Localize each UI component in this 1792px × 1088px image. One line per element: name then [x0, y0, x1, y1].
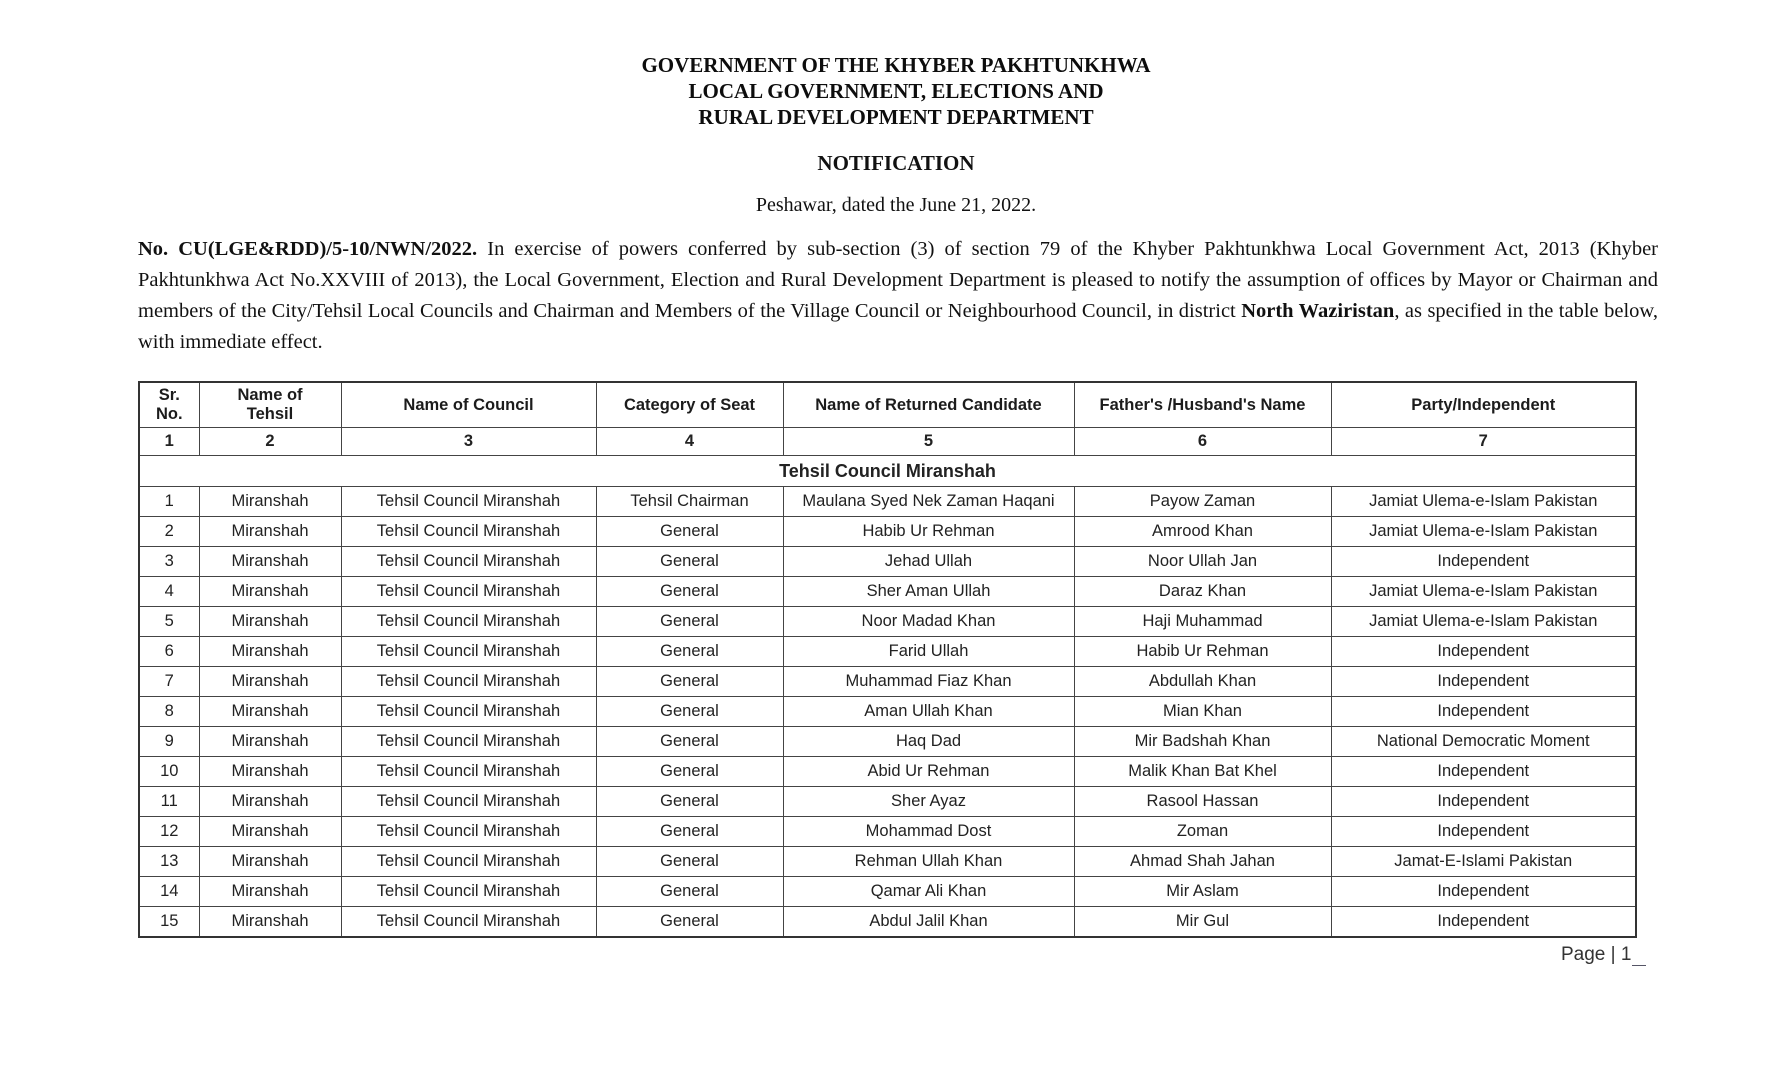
table-row: [139, 607, 1636, 637]
cell-candidate: Haq Dad: [783, 727, 1074, 757]
column-number: 7: [1331, 428, 1636, 456]
cell-sr: 4: [139, 577, 199, 607]
cell-sr: 13: [139, 847, 199, 877]
cell-category: General: [596, 757, 783, 787]
cell-tehsil: Miranshah: [199, 877, 341, 907]
cell-category: General: [596, 697, 783, 727]
cell-father: Haji Muhammad: [1074, 607, 1331, 637]
cell-council: Tehsil Council Miranshah: [341, 757, 596, 787]
cell-council: Tehsil Council Miranshah: [341, 697, 596, 727]
cell-category: General: [596, 877, 783, 907]
body-text-part1: In exercise of powers conferred by sub-section (3) of section 79 of the Khyber Pakhtunkhwa Local Government Act, 2013 (Khyber Pakhtunkhwa Act No.XXVIII of 2013), the Local Government, Election and Rural Development Department is pleased to notify the assumption of offices by Mayor or Chairman and members of the City/Tehsil Local Councils and Chairman and Members of the Village Council or Neighbourhood Council, in district: [138, 238, 1659, 322]
cell-council: Tehsil Council Miranshah: [341, 787, 596, 817]
cell-candidate: Mohammad Dost: [783, 817, 1074, 847]
cell-party: Independent: [1331, 757, 1636, 787]
cell-candidate: Rehman Ullah Khan: [783, 847, 1074, 877]
cell-category: General: [596, 517, 783, 547]
cell-candidate: Abid Ur Rehman: [783, 757, 1074, 787]
cell-council: Tehsil Council Miranshah: [341, 727, 596, 757]
cell-father: Mian Khan: [1074, 697, 1331, 727]
column-number-row: [139, 428, 1636, 456]
cell-party: Independent: [1331, 907, 1636, 938]
dateline: Peshawar, dated the June 21, 2022.: [755, 194, 1037, 216]
cell-council: Tehsil Council Miranshah: [341, 487, 596, 517]
cell-sr: 11: [139, 787, 199, 817]
cell-candidate: Maulana Syed Nek Zaman Haqani: [783, 487, 1074, 517]
table-row: [139, 907, 1636, 938]
cell-tehsil: Miranshah: [199, 817, 341, 847]
cell-category: Tehsil Chairman: [596, 487, 783, 517]
cell-party: Independent: [1331, 697, 1636, 727]
section-row: [139, 456, 1636, 487]
table-row: [139, 487, 1636, 517]
cell-father: Malik Khan Bat Khel: [1074, 757, 1331, 787]
cell-council: Tehsil Council Miranshah: [341, 577, 596, 607]
column-number: 3: [341, 428, 596, 456]
heading-line-1: GOVERNMENT OF THE KHYBER PAKHTUNKHWA: [641, 53, 1151, 77]
cell-candidate: Aman Ullah Khan: [783, 697, 1074, 727]
cell-category: General: [596, 667, 783, 697]
cell-tehsil: Miranshah: [199, 607, 341, 637]
cell-party: Independent: [1331, 637, 1636, 667]
heading-line-3: RURAL DEVELOPMENT DEPARTMENT: [698, 105, 1094, 129]
page-number: Page | 1: [1561, 944, 1646, 966]
underline-mark: [1632, 965, 1646, 966]
reference-number: No. CU(LGE&RDD)/5-10/NWN/2022.: [138, 238, 478, 260]
table-row: [139, 727, 1636, 757]
body-text-part2: , as specified in the table below, with immediate effect.: [138, 300, 1658, 353]
section-title: Tehsil Council Miranshah: [139, 456, 1636, 487]
header-father-husband: Father's /Husband's Name: [1074, 382, 1331, 428]
cell-candidate: Farid Ullah: [783, 637, 1074, 667]
cell-father: Zoman: [1074, 817, 1331, 847]
cell-tehsil: Miranshah: [199, 907, 341, 938]
cell-category: General: [596, 607, 783, 637]
cell-tehsil: Miranshah: [199, 487, 341, 517]
cell-sr: 1: [139, 487, 199, 517]
heading-line-2: LOCAL GOVERNMENT, ELECTIONS AND: [688, 79, 1104, 103]
cell-sr: 14: [139, 877, 199, 907]
cell-council: Tehsil Council Miranshah: [341, 907, 596, 938]
district-name: North Waziristan: [1241, 300, 1395, 322]
cell-category: General: [596, 547, 783, 577]
cell-council: Tehsil Council Miranshah: [341, 847, 596, 877]
cell-candidate: Habib Ur Rehman: [783, 517, 1074, 547]
cell-tehsil: Miranshah: [199, 547, 341, 577]
cell-party: Jamiat Ulema-e-Islam Pakistan: [1331, 607, 1636, 637]
cell-tehsil: Miranshah: [199, 787, 341, 817]
cell-party: Independent: [1331, 547, 1636, 577]
cell-party: Independent: [1331, 817, 1636, 847]
cell-sr: 15: [139, 907, 199, 938]
table-row: [139, 847, 1636, 877]
cell-council: Tehsil Council Miranshah: [341, 607, 596, 637]
table-row: [139, 547, 1636, 577]
cell-father: Abdullah Khan: [1074, 667, 1331, 697]
cell-tehsil: Miranshah: [199, 847, 341, 877]
cell-party: Independent: [1331, 667, 1636, 697]
table-row: [139, 757, 1636, 787]
cell-candidate: Muhammad Fiaz Khan: [783, 667, 1074, 697]
table-row: [139, 817, 1636, 847]
cell-candidate: Abdul Jalil Khan: [783, 907, 1074, 938]
cell-candidate: Sher Aman Ullah: [783, 577, 1074, 607]
cell-father: Daraz Khan: [1074, 577, 1331, 607]
cell-candidate: Jehad Ullah: [783, 547, 1074, 577]
cell-father: Payow Zaman: [1074, 487, 1331, 517]
cell-father: Mir Badshah Khan: [1074, 727, 1331, 757]
notification-title: NOTIFICATION: [817, 151, 975, 175]
header-category: Category of Seat: [596, 382, 783, 428]
cell-party: Independent: [1331, 787, 1636, 817]
column-number: 4: [596, 428, 783, 456]
cell-council: Tehsil Council Miranshah: [341, 667, 596, 697]
cell-sr: 12: [139, 817, 199, 847]
cell-tehsil: Miranshah: [199, 757, 341, 787]
cell-father: Noor Ullah Jan: [1074, 547, 1331, 577]
cell-sr: 8: [139, 697, 199, 727]
cell-category: General: [596, 727, 783, 757]
cell-sr: 10: [139, 757, 199, 787]
results-table: [138, 381, 1637, 938]
cell-council: Tehsil Council Miranshah: [341, 817, 596, 847]
cell-candidate: Noor Madad Khan: [783, 607, 1074, 637]
cell-sr: 2: [139, 517, 199, 547]
cell-council: Tehsil Council Miranshah: [341, 517, 596, 547]
cell-party: Jamiat Ulema-e-Islam Pakistan: [1331, 517, 1636, 547]
table-row: [139, 667, 1636, 697]
column-number: 6: [1074, 428, 1331, 456]
cell-father: Rasool Hassan: [1074, 787, 1331, 817]
cell-party: Jamiat Ulema-e-Islam Pakistan: [1331, 577, 1636, 607]
department-heading: [0, 52, 1792, 130]
cell-council: Tehsil Council Miranshah: [341, 637, 596, 667]
cell-father: Mir Gul: [1074, 907, 1331, 938]
cell-tehsil: Miranshah: [199, 727, 341, 757]
cell-tehsil: Miranshah: [199, 697, 341, 727]
cell-tehsil: Miranshah: [199, 577, 341, 607]
header-sr-no: Sr. No.: [139, 382, 199, 428]
column-number: 5: [783, 428, 1074, 456]
cell-father: Mir Aslam: [1074, 877, 1331, 907]
cell-sr: 7: [139, 667, 199, 697]
cell-party: Independent: [1331, 877, 1636, 907]
table-row: [139, 517, 1636, 547]
cell-party: Jamat-E-Islami Pakistan: [1331, 847, 1636, 877]
cell-category: General: [596, 847, 783, 877]
table-row: [139, 877, 1636, 907]
header-council: Name of Council: [341, 382, 596, 428]
table-row: [139, 787, 1636, 817]
cell-category: General: [596, 787, 783, 817]
column-number: 2: [199, 428, 341, 456]
header-candidate: Name of Returned Candidate: [783, 382, 1074, 428]
cell-council: Tehsil Council Miranshah: [341, 547, 596, 577]
column-number: 1: [139, 428, 199, 456]
cell-sr: 6: [139, 637, 199, 667]
cell-category: General: [596, 817, 783, 847]
cell-party: National Democratic Moment: [1331, 727, 1636, 757]
cell-candidate: Sher Ayaz: [783, 787, 1074, 817]
cell-tehsil: Miranshah: [199, 667, 341, 697]
table-row: [139, 577, 1636, 607]
cell-sr: 9: [139, 727, 199, 757]
cell-sr: 3: [139, 547, 199, 577]
cell-sr: 5: [139, 607, 199, 637]
header-tehsil: Name of Tehsil: [199, 382, 341, 428]
cell-candidate: Qamar Ali Khan: [783, 877, 1074, 907]
cell-category: General: [596, 577, 783, 607]
header-party: Party/Independent: [1331, 382, 1636, 428]
cell-father: Ahmad Shah Jahan: [1074, 847, 1331, 877]
table-row: [139, 637, 1636, 667]
table-row: [139, 697, 1636, 727]
cell-category: General: [596, 637, 783, 667]
cell-party: Jamiat Ulema-e-Islam Pakistan: [1331, 487, 1636, 517]
cell-tehsil: Miranshah: [199, 517, 341, 547]
table-header-row: [139, 382, 1636, 428]
cell-tehsil: Miranshah: [199, 637, 341, 667]
cell-council: Tehsil Council Miranshah: [341, 877, 596, 907]
cell-category: General: [596, 907, 783, 938]
cell-father: Habib Ur Rehman: [1074, 637, 1331, 667]
notification-body: [138, 234, 1658, 358]
cell-father: Amrood Khan: [1074, 517, 1331, 547]
